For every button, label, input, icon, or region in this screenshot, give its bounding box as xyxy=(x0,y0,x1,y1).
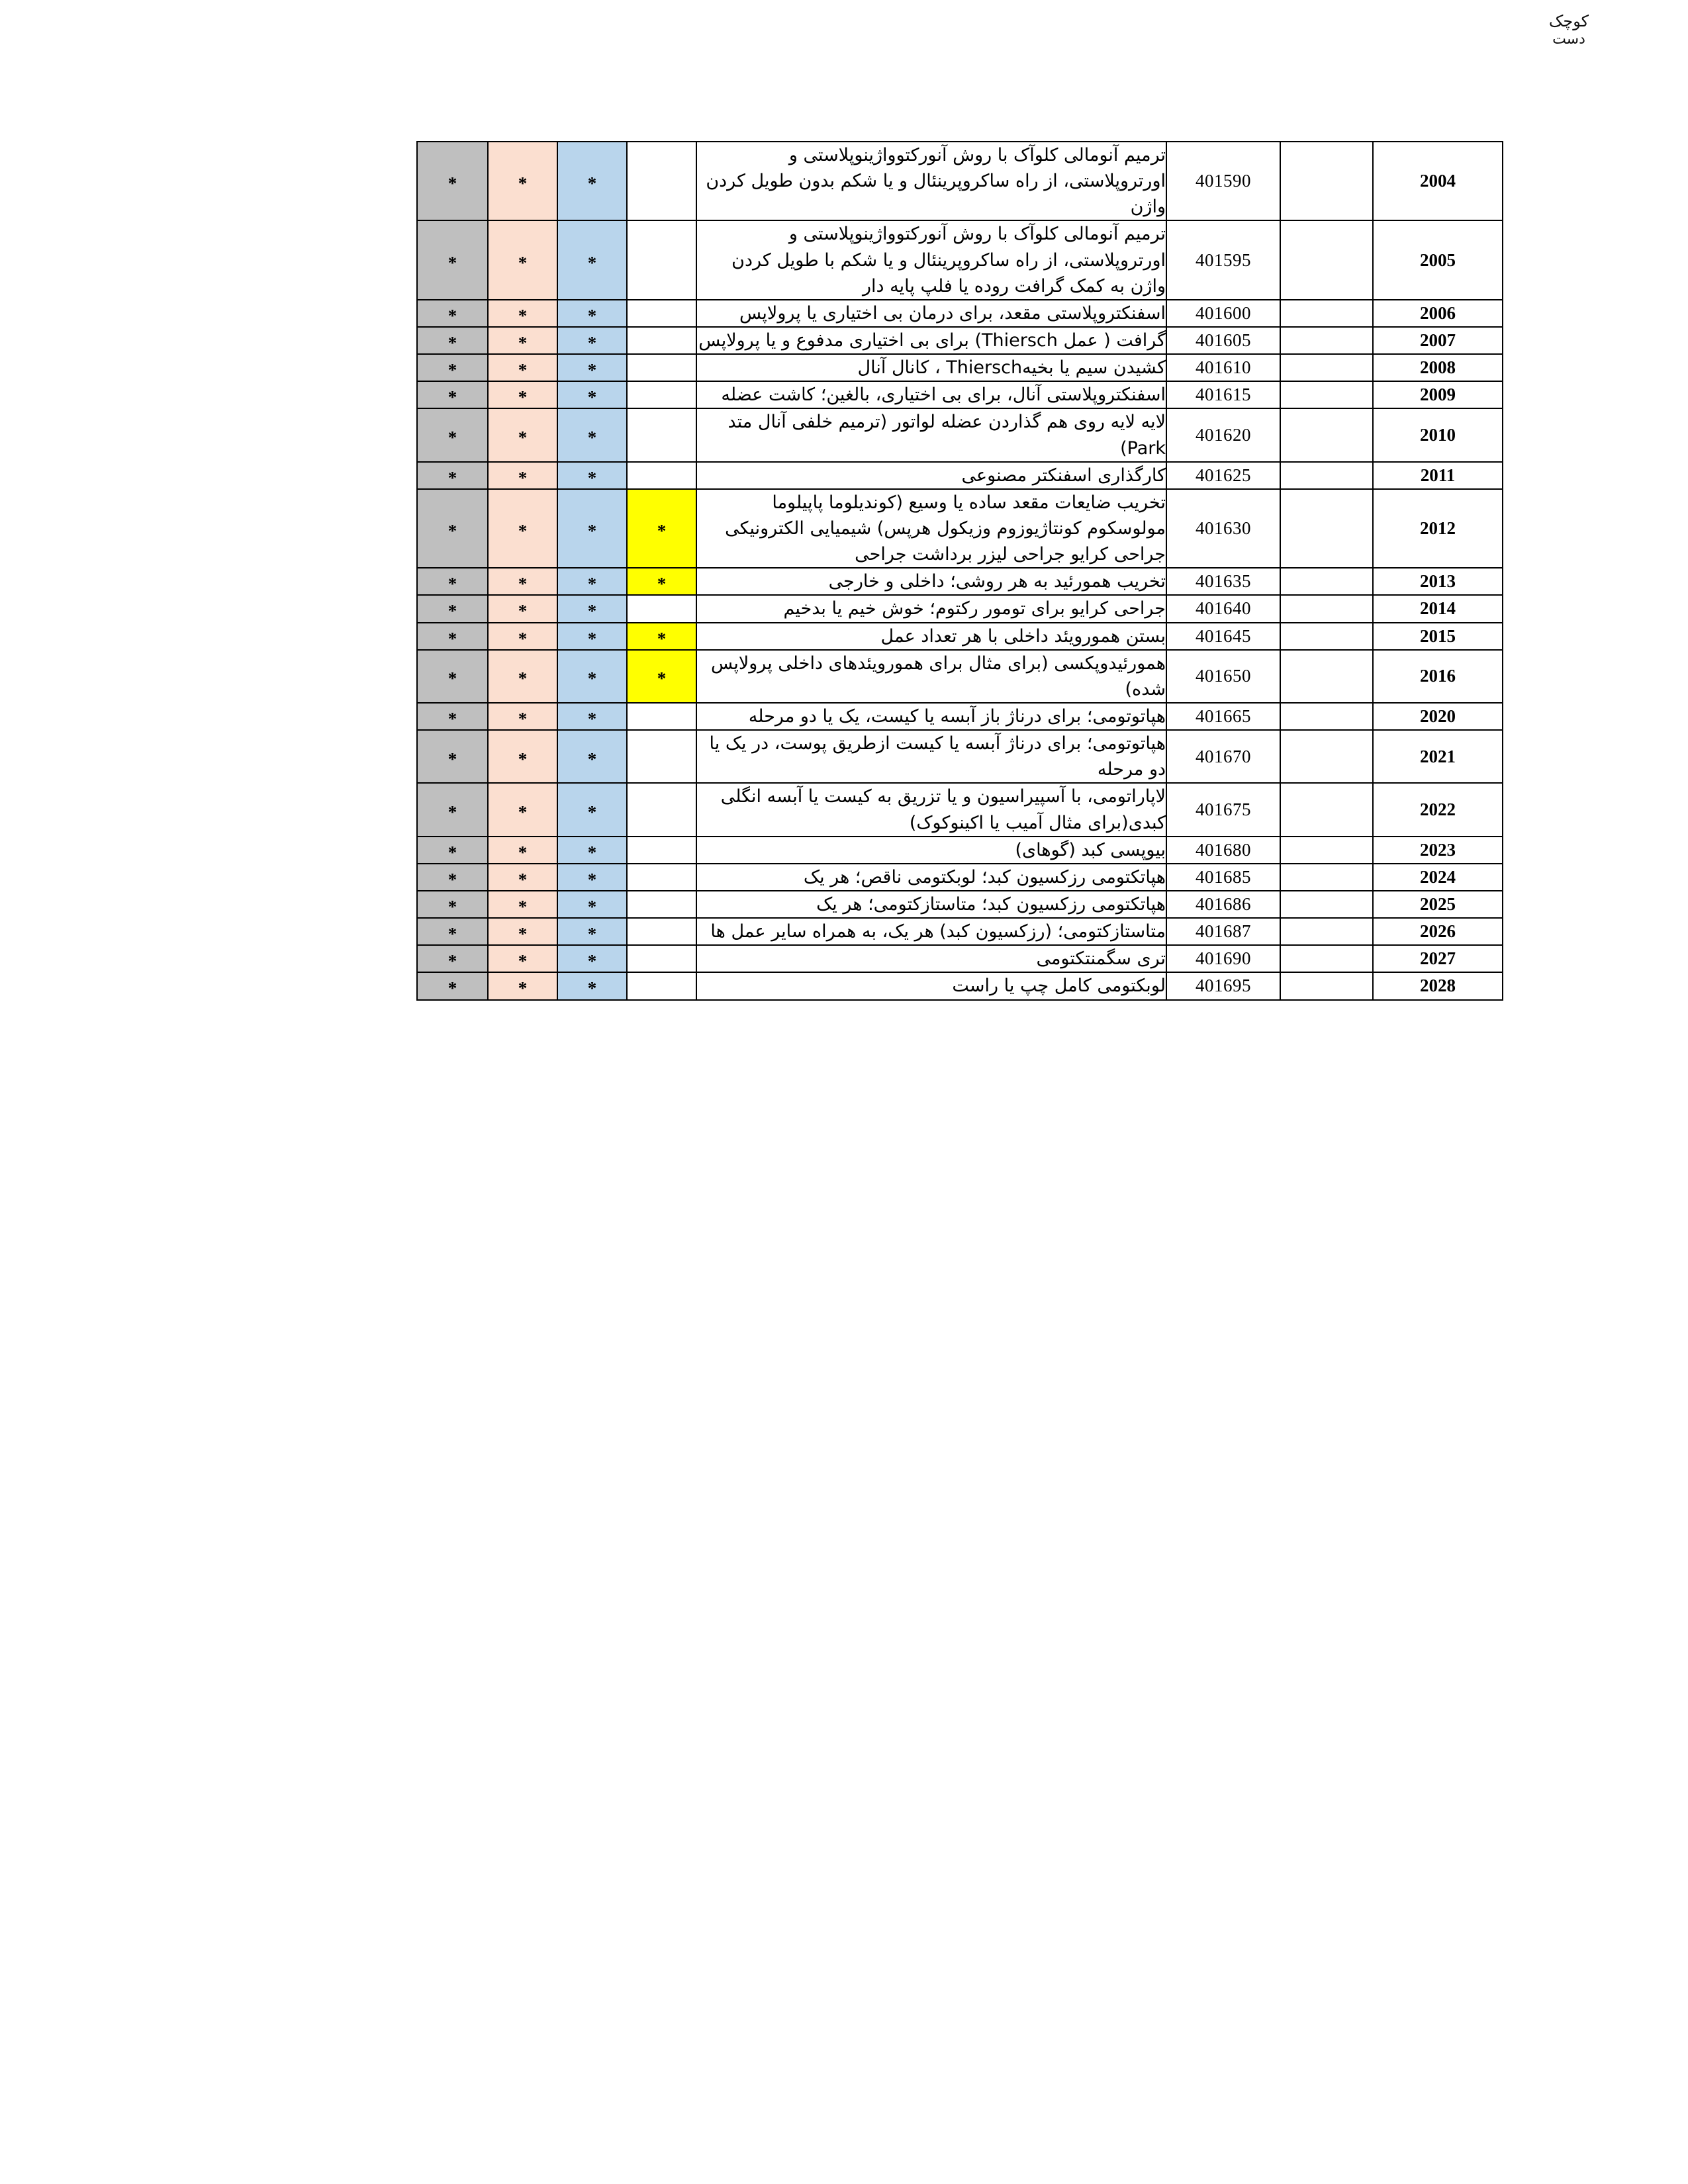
table-row xyxy=(417,220,1503,299)
star-cell-1 xyxy=(417,142,488,220)
star-mark: * xyxy=(587,978,597,999)
star-mark: * xyxy=(518,360,528,381)
table-row xyxy=(417,489,1503,568)
procedure-description: جراحی کرایو برای تومور رکتوم؛ خوش خیم یا بدخیم xyxy=(696,595,1166,622)
star-cell-2 xyxy=(488,381,557,408)
star-cell-4 xyxy=(627,864,696,891)
star-mark: * xyxy=(587,467,597,488)
procedure-description: تخریب همورئید به هر روشی؛ داخلی و خارجی xyxy=(696,568,1166,595)
table-row xyxy=(417,595,1503,622)
star-cell-4 xyxy=(627,327,696,354)
star-mark: * xyxy=(587,252,597,273)
table-row xyxy=(417,891,1503,918)
star-mark: * xyxy=(587,173,597,194)
star-cell-1 xyxy=(417,703,488,730)
star-mark: * xyxy=(518,467,528,488)
star-cell-4 xyxy=(627,623,696,650)
procedure-description: اسفنکتروپلاستی آنال، برای بی اختیاری، بالغین؛ کاشت عضله xyxy=(696,381,1166,408)
star-cell-4 xyxy=(627,703,696,730)
star-mark: * xyxy=(518,869,528,889)
star-mark: * xyxy=(447,802,457,823)
star-mark: * xyxy=(518,601,528,621)
procedure-table-body xyxy=(417,142,1503,1000)
row-number: 2011 xyxy=(1373,462,1503,489)
star-mark: * xyxy=(447,842,457,862)
star-cell-3 xyxy=(557,864,627,891)
procedure-description: هپاتکتومی رزکسیون کبد؛ متاستازکتومی؛ هر یک xyxy=(696,891,1166,918)
table-row xyxy=(417,945,1503,972)
procedure-code: 401600 xyxy=(1166,300,1280,327)
blank-cell xyxy=(1280,837,1373,864)
table-row xyxy=(417,783,1503,836)
star-mark: * xyxy=(518,574,528,594)
star-mark: * xyxy=(518,252,528,273)
table-row xyxy=(417,327,1503,354)
star-mark: * xyxy=(518,978,528,999)
star-cell-3 xyxy=(557,381,627,408)
procedure-code: 401650 xyxy=(1166,650,1280,703)
star-cell-4 xyxy=(627,408,696,461)
star-mark: * xyxy=(447,521,457,541)
star-mark: * xyxy=(518,842,528,862)
star-cell-3 xyxy=(557,354,627,381)
table-row xyxy=(417,864,1503,891)
procedure-description: ترمیم آنومالی کلوآک با روش آنورکتوواژینوپلاستی و اورتروپلاستی، از راه ساکروپرینئال و یا شکم با طویل کردن واژن به کمک گرافت روده یا فلپ پایه دار xyxy=(696,220,1166,299)
row-number: 2027 xyxy=(1373,945,1503,972)
row-number: 2028 xyxy=(1373,972,1503,999)
star-cell-3 xyxy=(557,623,627,650)
star-mark: * xyxy=(447,749,457,769)
procedure-description: لوبکتومی کامل چپ یا راست xyxy=(696,972,1166,999)
star-cell-2 xyxy=(488,327,557,354)
blank-cell xyxy=(1280,703,1373,730)
star-mark: * xyxy=(587,951,597,972)
row-number: 2004 xyxy=(1373,142,1503,220)
star-cell-1 xyxy=(417,300,488,327)
blank-cell xyxy=(1280,381,1373,408)
blank-cell xyxy=(1280,972,1373,999)
star-cell-4 xyxy=(627,595,696,622)
procedure-code: 401695 xyxy=(1166,972,1280,999)
star-cell-3 xyxy=(557,568,627,595)
row-number: 2005 xyxy=(1373,220,1503,299)
star-cell-4 xyxy=(627,142,696,220)
row-number: 2008 xyxy=(1373,354,1503,381)
blank-cell xyxy=(1280,489,1373,568)
star-cell-2 xyxy=(488,408,557,461)
star-cell-4 xyxy=(627,918,696,945)
star-mark: * xyxy=(447,924,457,944)
table-row xyxy=(417,730,1503,783)
procedure-table-container xyxy=(418,141,1503,1001)
star-cell-1 xyxy=(417,462,488,489)
star-mark: * xyxy=(518,387,528,408)
procedure-description: تخریب ضایعات مقعد ساده یا وسیع (کوندیلوما پاپیلوما مولوسکوم کونتاژیوزوم وزیکول هرپس) شیمیایی الکترونیکی جراحی کرایو جراحی لیزر برداشت جراحی xyxy=(696,489,1166,568)
procedure-code: 401620 xyxy=(1166,408,1280,461)
star-cell-2 xyxy=(488,972,557,999)
star-mark: * xyxy=(518,709,528,729)
star-cell-3 xyxy=(557,918,627,945)
table-row xyxy=(417,462,1503,489)
blank-cell xyxy=(1280,408,1373,461)
star-cell-4 xyxy=(627,837,696,864)
row-number: 2009 xyxy=(1373,381,1503,408)
star-cell-1 xyxy=(417,864,488,891)
star-cell-2 xyxy=(488,650,557,703)
star-cell-4 xyxy=(627,354,696,381)
star-mark: * xyxy=(587,628,597,649)
procedure-code: 401685 xyxy=(1166,864,1280,891)
star-cell-2 xyxy=(488,837,557,864)
star-cell-1 xyxy=(417,918,488,945)
procedure-code: 401625 xyxy=(1166,462,1280,489)
blank-cell xyxy=(1280,783,1373,836)
star-mark: * xyxy=(518,897,528,917)
blank-cell xyxy=(1280,595,1373,622)
star-cell-4 xyxy=(627,945,696,972)
star-cell-2 xyxy=(488,568,557,595)
star-mark: * xyxy=(518,802,528,823)
procedure-code: 401690 xyxy=(1166,945,1280,972)
star-mark: * xyxy=(587,924,597,944)
procedure-code: 401686 xyxy=(1166,891,1280,918)
star-cell-4 xyxy=(627,568,696,595)
star-cell-4 xyxy=(627,972,696,999)
star-mark: * xyxy=(587,360,597,381)
star-cell-2 xyxy=(488,300,557,327)
procedure-code: 401635 xyxy=(1166,568,1280,595)
star-cell-1 xyxy=(417,220,488,299)
star-mark: * xyxy=(587,333,597,353)
blank-cell xyxy=(1280,354,1373,381)
star-cell-4 xyxy=(627,730,696,783)
procedure-code: 401610 xyxy=(1166,354,1280,381)
row-number: 2014 xyxy=(1373,595,1503,622)
star-cell-2 xyxy=(488,783,557,836)
star-mark: * xyxy=(447,628,457,649)
star-mark: * xyxy=(518,749,528,769)
star-mark: * xyxy=(587,842,597,862)
star-cell-3 xyxy=(557,891,627,918)
table-row xyxy=(417,142,1503,220)
star-mark: * xyxy=(587,601,597,621)
procedure-description: لاپاراتومی، با آسپیراسیون و یا تزریق به کیست یا آبسه انگلی کبدی(برای مثال آمیب یا اکینوکوک) xyxy=(696,783,1166,836)
star-cell-3 xyxy=(557,300,627,327)
star-cell-1 xyxy=(417,354,488,381)
star-cell-4 xyxy=(627,300,696,327)
star-cell-1 xyxy=(417,783,488,836)
star-mark: * xyxy=(518,628,528,649)
star-cell-1 xyxy=(417,623,488,650)
star-cell-1 xyxy=(417,945,488,972)
blank-cell xyxy=(1280,462,1373,489)
blank-cell xyxy=(1280,864,1373,891)
star-mark: * xyxy=(657,668,667,689)
star-cell-1 xyxy=(417,891,488,918)
star-cell-1 xyxy=(417,568,488,595)
procedure-description: کارگذاری اسفنکتر مصنوعی xyxy=(696,462,1166,489)
procedure-code: 401687 xyxy=(1166,918,1280,945)
star-cell-4 xyxy=(627,462,696,489)
star-cell-3 xyxy=(557,837,627,864)
star-cell-1 xyxy=(417,650,488,703)
table-row xyxy=(417,918,1503,945)
star-cell-1 xyxy=(417,489,488,568)
row-number: 2006 xyxy=(1373,300,1503,327)
star-cell-2 xyxy=(488,623,557,650)
table-row xyxy=(417,408,1503,461)
star-cell-3 xyxy=(557,703,627,730)
table-row xyxy=(417,568,1503,595)
procedure-description: هپاتکتومی رزکسیون کبد؛ لوبکتومی ناقص؛ هر یک xyxy=(696,864,1166,891)
star-cell-1 xyxy=(417,381,488,408)
row-number: 2020 xyxy=(1373,703,1503,730)
header-mark-line2: دست xyxy=(1552,30,1585,48)
table-row xyxy=(417,650,1503,703)
procedure-description: هپاتوتومی؛ برای درناژ باز آبسه یا کیست، یک یا دو مرحله xyxy=(696,703,1166,730)
star-mark: * xyxy=(447,574,457,594)
star-mark: * xyxy=(518,924,528,944)
star-mark: * xyxy=(518,333,528,353)
blank-cell xyxy=(1280,650,1373,703)
blank-cell xyxy=(1280,142,1373,220)
star-cell-2 xyxy=(488,489,557,568)
blank-cell xyxy=(1280,568,1373,595)
star-mark: * xyxy=(447,252,457,273)
procedure-code: 401615 xyxy=(1166,381,1280,408)
procedure-description: گرافت ( عمل Thiersch) برای بی اختیاری مدفوع و یا پرولاپس xyxy=(696,327,1166,354)
procedure-code: 401645 xyxy=(1166,623,1280,650)
row-number: 2010 xyxy=(1373,408,1503,461)
star-mark: * xyxy=(587,668,597,689)
star-cell-1 xyxy=(417,327,488,354)
blank-cell xyxy=(1280,300,1373,327)
star-cell-1 xyxy=(417,595,488,622)
procedure-description: هپاتوتومی؛ برای درناژ آبسه یا کیست ازطریق پوست، در یک یا دو مرحله xyxy=(696,730,1166,783)
table-row xyxy=(417,837,1503,864)
procedure-description: لایه لایه روی هم گذاردن عضله لواتور (ترمیم خلفی آنال متد Park) xyxy=(696,408,1166,461)
star-mark: * xyxy=(447,709,457,729)
row-number: 2022 xyxy=(1373,783,1503,836)
procedure-code: 401590 xyxy=(1166,142,1280,220)
star-mark: * xyxy=(587,521,597,541)
star-mark: * xyxy=(447,467,457,488)
star-cell-2 xyxy=(488,730,557,783)
table-row xyxy=(417,703,1503,730)
star-mark: * xyxy=(447,333,457,353)
blank-cell xyxy=(1280,327,1373,354)
star-cell-4 xyxy=(627,891,696,918)
star-cell-4 xyxy=(627,489,696,568)
star-mark: * xyxy=(587,574,597,594)
star-mark: * xyxy=(587,387,597,408)
star-mark: * xyxy=(587,869,597,889)
star-mark: * xyxy=(447,305,457,326)
procedure-table xyxy=(416,141,1503,1001)
table-row xyxy=(417,623,1503,650)
blank-cell xyxy=(1280,220,1373,299)
row-number: 2021 xyxy=(1373,730,1503,783)
row-number: 2025 xyxy=(1373,891,1503,918)
star-cell-2 xyxy=(488,595,557,622)
blank-cell xyxy=(1280,623,1373,650)
procedure-description: متاستازکتومی؛ (رزکسیون کبد) هر یک، به همراه سایر عمل ها xyxy=(696,918,1166,945)
star-cell-3 xyxy=(557,730,627,783)
star-cell-3 xyxy=(557,327,627,354)
blank-cell xyxy=(1280,891,1373,918)
blank-cell xyxy=(1280,918,1373,945)
star-mark: * xyxy=(518,428,528,448)
star-cell-3 xyxy=(557,462,627,489)
table-row xyxy=(417,972,1503,999)
star-cell-4 xyxy=(627,650,696,703)
procedure-code: 401605 xyxy=(1166,327,1280,354)
star-mark: * xyxy=(587,897,597,917)
star-mark: * xyxy=(447,360,457,381)
star-mark: * xyxy=(447,869,457,889)
star-cell-4 xyxy=(627,783,696,836)
star-mark: * xyxy=(447,897,457,917)
star-mark: * xyxy=(518,521,528,541)
star-mark: * xyxy=(587,305,597,326)
row-number: 2024 xyxy=(1373,864,1503,891)
star-cell-2 xyxy=(488,354,557,381)
star-mark: * xyxy=(447,601,457,621)
star-cell-3 xyxy=(557,142,627,220)
star-mark: * xyxy=(447,668,457,689)
star-mark: * xyxy=(657,628,667,649)
star-mark: * xyxy=(587,428,597,448)
star-cell-1 xyxy=(417,730,488,783)
procedure-code: 401640 xyxy=(1166,595,1280,622)
star-mark: * xyxy=(518,951,528,972)
star-mark: * xyxy=(518,668,528,689)
blank-cell xyxy=(1280,945,1373,972)
star-cell-3 xyxy=(557,650,627,703)
procedure-description: تری سگمنتکتومی xyxy=(696,945,1166,972)
row-number: 2015 xyxy=(1373,623,1503,650)
star-cell-3 xyxy=(557,408,627,461)
procedure-description: کشیدن سیم یا بخیهThiersch ، کانال آنال xyxy=(696,354,1166,381)
table-row xyxy=(417,300,1503,327)
star-cell-2 xyxy=(488,462,557,489)
row-number: 2016 xyxy=(1373,650,1503,703)
row-number: 2012 xyxy=(1373,489,1503,568)
procedure-code: 401675 xyxy=(1166,783,1280,836)
star-cell-3 xyxy=(557,945,627,972)
star-mark: * xyxy=(587,802,597,823)
procedure-description: بستن همورویئد داخلی با هر تعداد عمل xyxy=(696,623,1166,650)
star-mark: * xyxy=(657,521,667,541)
star-mark: * xyxy=(587,749,597,769)
star-cell-2 xyxy=(488,918,557,945)
row-number: 2026 xyxy=(1373,918,1503,945)
star-cell-4 xyxy=(627,381,696,408)
star-cell-1 xyxy=(417,837,488,864)
procedure-code: 401680 xyxy=(1166,837,1280,864)
star-mark: * xyxy=(447,387,457,408)
star-cell-2 xyxy=(488,864,557,891)
procedure-description: همورئیدوپکسی (برای مثال برای همورویئدهای داخلی پرولاپس شده) xyxy=(696,650,1166,703)
star-cell-3 xyxy=(557,783,627,836)
star-cell-3 xyxy=(557,972,627,999)
procedure-code: 401670 xyxy=(1166,730,1280,783)
page-header-mark xyxy=(1529,12,1609,58)
procedure-description: بیوپسی کبد (گوهای) xyxy=(696,837,1166,864)
star-mark: * xyxy=(447,173,457,194)
star-mark: * xyxy=(447,978,457,999)
star-cell-3 xyxy=(557,489,627,568)
table-row xyxy=(417,354,1503,381)
star-mark: * xyxy=(657,574,667,594)
star-mark: * xyxy=(447,428,457,448)
star-cell-1 xyxy=(417,408,488,461)
row-number: 2007 xyxy=(1373,327,1503,354)
procedure-code: 401630 xyxy=(1166,489,1280,568)
procedure-code: 401595 xyxy=(1166,220,1280,299)
star-cell-1 xyxy=(417,972,488,999)
star-cell-2 xyxy=(488,945,557,972)
row-number: 2013 xyxy=(1373,568,1503,595)
star-cell-2 xyxy=(488,220,557,299)
star-mark: * xyxy=(447,951,457,972)
star-cell-2 xyxy=(488,703,557,730)
star-mark: * xyxy=(587,709,597,729)
procedure-code: 401665 xyxy=(1166,703,1280,730)
star-cell-2 xyxy=(488,142,557,220)
star-mark: * xyxy=(518,173,528,194)
procedure-description: ترمیم آنومالی کلوآک با روش آنورکتوواژینوپلاستی و اورتروپلاستی، از راه ساکروپرینئال و یا شکم بدون طویل کردن واژن xyxy=(696,142,1166,220)
star-cell-4 xyxy=(627,220,696,299)
row-number: 2023 xyxy=(1373,837,1503,864)
star-cell-3 xyxy=(557,595,627,622)
star-cell-3 xyxy=(557,220,627,299)
star-mark: * xyxy=(518,305,528,326)
blank-cell xyxy=(1280,730,1373,783)
procedure-description: اسفنکتروپلاستی مقعد، برای درمان بی اختیاری یا پرولاپس xyxy=(696,300,1166,327)
table-row xyxy=(417,381,1503,408)
header-mark-line1: کوچک xyxy=(1548,12,1589,30)
star-cell-2 xyxy=(488,891,557,918)
